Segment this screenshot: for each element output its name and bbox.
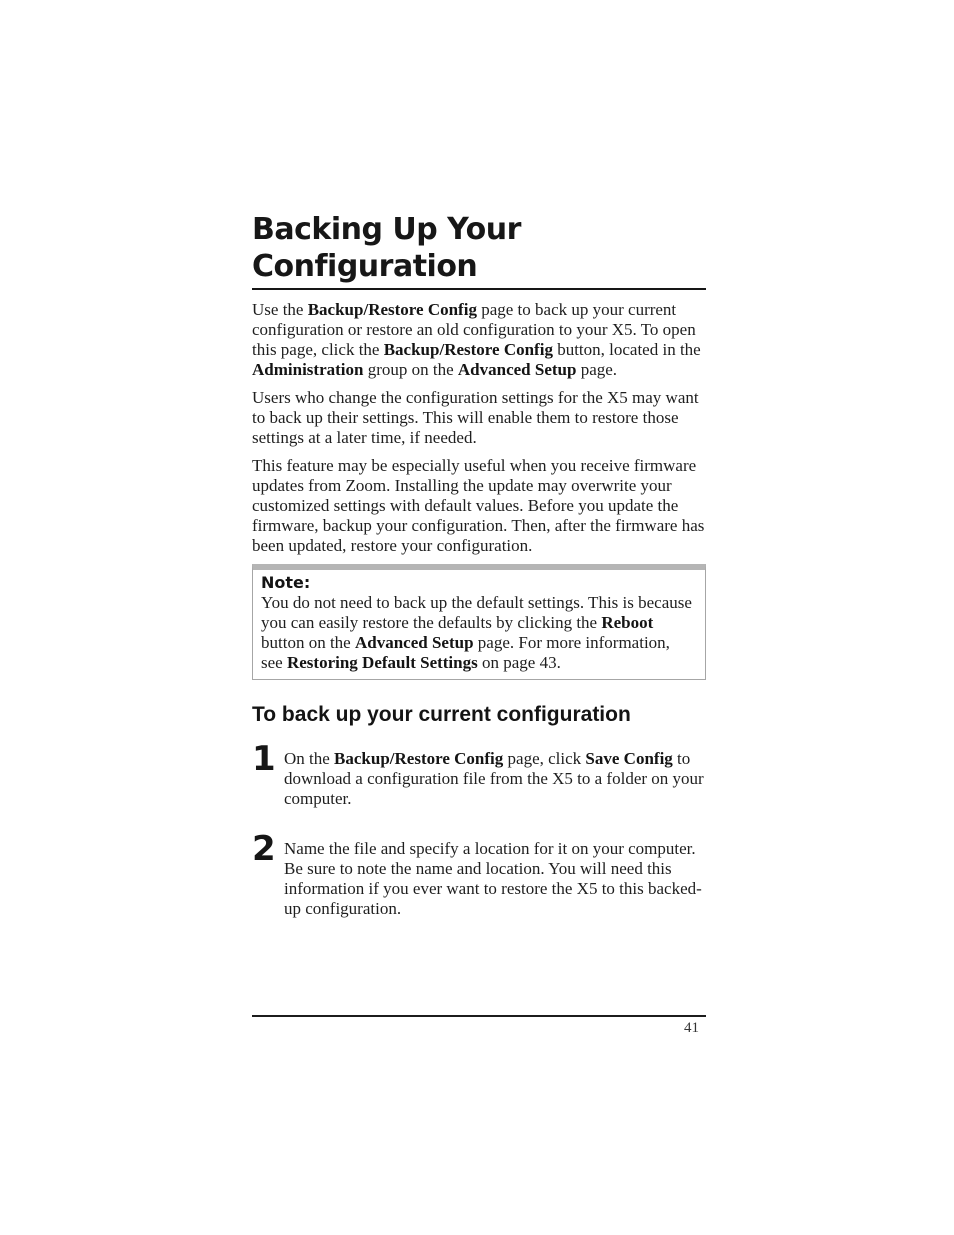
page-title-line-1: Backing Up Your [252,212,521,247]
note-box [252,564,706,680]
step-item-2 [252,829,706,919]
step-2-text: Name the file and specify a location for it on your computer. Be sure to note the name and location. You will need this information if you ever want to restore the X5 to this backed-up configuration. [284,839,702,918]
page-number: 41 [684,1020,699,1036]
title-divider [252,288,706,290]
page-footer [252,1015,706,1037]
page-content [252,0,706,943]
page-title [252,0,706,285]
step-1-text: On the Backup/Restore Config page, click Save Config to download a configuration file from the X5 to a folder on your computer. [284,749,704,808]
intro-paragraph-2: Users who change the configuration settings for the X5 may want to back up their settings. This will enable them to restore those settings at a later time, if needed. [252,388,699,447]
step-1-number: 1 [252,739,275,779]
step-2-number: 2 [252,829,275,869]
page-title-line-2: Configuration [252,249,478,284]
section-heading: To back up your current configuration [252,703,631,726]
intro-paragraph-3: This feature may be especially useful when you receive firmware updates from Zoom. Installing the update may overwrite your customized settings with default values. Before you update the firmware, backup your configuration. Then, after the firmware has been updated, restore your configuration. [252,456,705,555]
intro-paragraph-1: Use the Backup/Restore Config page to back up your current configuration or restore an old configuration to your X5. To open this page, click the Backup/Restore Config button, located in the Administration group on the Advanced Setup page. [252,300,701,379]
step-item-1 [252,739,706,809]
note-label: Note: [261,573,311,592]
steps-list [252,739,706,919]
note-text: You do not need to back up the default settings. This is because you can easily restore the defaults by clicking the Reboot button on the Advanced Setup page. For more information, see Restoring Default Settings on page 43. [261,593,692,672]
